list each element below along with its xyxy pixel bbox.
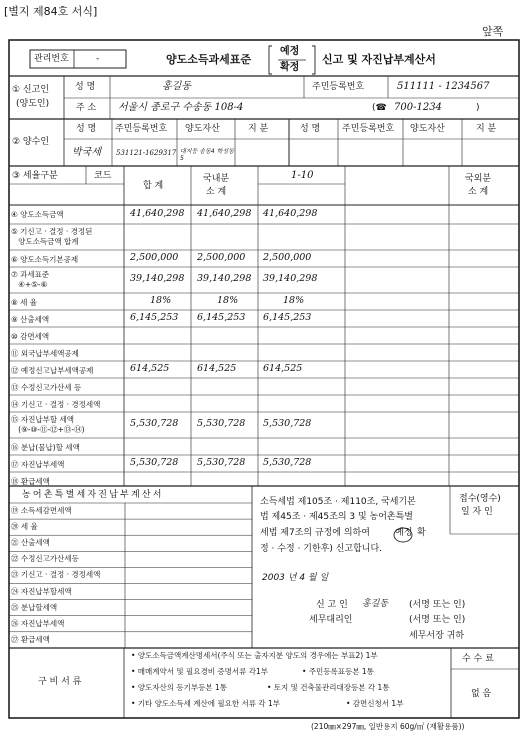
mgmt-number-value[interactable]: - [96,54,100,64]
tax-row-label: ⑬ 수정신고가산세 등 [11,383,82,392]
declarant-sign-label: 신 고 인 [316,600,348,610]
tax-row-c3-value[interactable]: 39,140,298 [263,273,318,284]
tax-row-total-value[interactable]: 41,640,298 [130,208,185,219]
tax-code-label: 코드 [94,171,112,181]
tax-row-total-value[interactable]: 2,500,000 [130,252,179,263]
tax-row-c3-value[interactable]: 6,145,253 [263,312,312,323]
document-item-5: • 토지 및 건축물관리대장등본 각 1통 [267,683,390,692]
declaration-line-1: 소득세법 제105조 · 제110조, 국세기본 [260,497,416,507]
tax-row-label: ⑦ 과세표준 ④+⑤-⑥ [11,270,50,290]
declarant-address-label: 주 소 [76,103,97,113]
transferee-asset-value[interactable]: 대지등 송동4 학성동5 [180,148,235,163]
agent-sign-mark: (서명 또는 인) [409,615,466,625]
declaration-line-4: 정 · 수정 · 기한후) 신고합니다. [260,544,383,554]
col-domestic-header: 국내분 소 계 [203,174,230,197]
tax-row-c3-value[interactable]: 2,500,000 [263,252,312,263]
fee-label: 수 수 료 [462,654,494,664]
front-label: 앞쪽 [482,25,504,38]
tax-row-c3-value[interactable]: 41,640,298 [263,208,318,219]
tax-row-total-value[interactable]: 39,140,298 [130,273,185,284]
document-item-2: • 매매계약서 및 필요경비 증명서류 각1부 [131,667,269,676]
tax-row-total-value[interactable]: 5,530,728 [130,457,179,468]
declarant-section-label: ① 신고인 [12,85,50,95]
transferee-col-share: 지 분 [248,124,269,134]
tax-row-total-value[interactable]: 614,525 [130,363,170,374]
agri-row-label: ⑲ 소득세감면세액 [11,506,72,515]
col-code-value[interactable]: 1-10 [291,170,314,181]
declaration-line-3-end: 확 [417,528,426,538]
tax-row-label: ⑰ 자진납부세액 [11,460,65,469]
tax-row-label: ⑩ 감면세액 [11,332,50,341]
transferee-col-name: 성 명 [76,124,97,134]
agri-row-label: ⑳ 세 율 [11,522,38,531]
fee-value: 없 음 [471,689,492,699]
tax-row-c3-value[interactable]: 18% [283,295,305,306]
declarant-rrn-label: 주민등록번호 [312,82,365,92]
agri-row-label: ㉓ 기신고 · 결정 · 경정세액 [11,570,101,579]
document-item-4: • 양도자산의 등기부등본 1통 [131,683,228,692]
documents-label: 구 비 서 류 [38,677,82,687]
document-item-3: • 주민등록표등본 1통 [302,667,374,676]
declarant-name-value[interactable]: 홍길동 [162,81,191,92]
tax-row-domestic-value[interactable]: 614,525 [197,363,237,374]
tax-row-domestic-value[interactable]: 2,500,000 [197,252,246,263]
tax-row-label: ④ 양도소득금액 [11,210,64,219]
declaration-date[interactable]: 2003 년 4 월 일 [262,573,329,583]
declaration-line-2: 법 제45조 · 제45조의 3 및 농어촌특별 [260,512,413,522]
declarant-rrn-value[interactable]: 511111 - 1234567 [397,81,490,92]
tax-row-domestic-value[interactable]: 18% [217,295,239,306]
declaration-type-circled: 예정 [395,528,413,538]
title-option-preliminary: 예정 [280,46,300,57]
tax-row-total-value[interactable]: 6,145,253 [130,312,179,323]
document-item-1: • 양도소득금액계산명세서(주식 또는 출자지분 양도의 경우에는 부표2) 1부 [131,651,378,660]
mgmt-number-label: 관리번호 [34,54,69,64]
tax-row-label: ⑯ 분납(물납)할 세액 [11,443,80,452]
tax-row-domestic-value[interactable]: 5,530,728 [197,457,246,468]
tax-row-label: ⑫ 예정신고납부세액공제 [11,366,94,375]
agri-row-label: ㉔ 자진납부할세액 [11,587,72,596]
title-left: 양도소득과세표준 [166,53,252,66]
document-item-6: • 기타 양도소득세 계산에 필요한 서류 각 1부 [131,699,281,708]
agri-row-label: ㉖ 자진납부세액 [11,619,65,628]
transferee-name-value[interactable]: 박국세 [72,147,101,158]
tax-row-c3-value[interactable]: 614,525 [263,363,303,374]
agri-row-label: ㉒ 수정신고가산세등 [11,554,79,563]
tax-row-label: ⑱ 환급세액 [11,477,50,486]
recipient: 세무서장 귀하 [409,631,465,641]
tax-row-label: ⑮ 자진납부할 세액 (⑨-⑩-⑪-⑫+⑬-⑭) [11,415,85,435]
transferee-col-asset: 양도자산 [185,124,220,134]
col-total-header: 합 계 [143,181,164,191]
tax-row-domestic-value[interactable]: 6,145,253 [197,312,246,323]
transferee-section-label: ② 양수인 [12,137,50,147]
transferee-col-asset-2: 양도자산 [410,124,445,134]
tax-row-c3-value[interactable]: 5,530,728 [263,457,312,468]
telephone-value[interactable]: 700-1234 [394,102,442,113]
declarant-name-label: 성 명 [75,82,96,92]
form-tag: [별지 제84호 서식] [4,5,98,18]
title-option-final: 확정 [280,62,300,73]
receipt-label: 접수(영수) [459,494,501,504]
declarant-section-sub: (양도인) [16,99,50,109]
receipt-sub: 일 자 인 [461,507,493,517]
tax-category-label: ③ 세율구분 [12,171,58,181]
tax-row-total-value[interactable]: 18% [150,295,172,306]
tax-row-total-value[interactable]: 5,530,728 [130,418,179,429]
agri-section-title: 농어촌특별세자진납부계산서 [22,490,164,500]
tax-row-domestic-value[interactable]: 41,640,298 [197,208,252,219]
telephone-prefix: (☎ [372,103,387,113]
tax-row-label: ⑥ 양도소득기본공제 [11,255,79,264]
agent-label: 세무대리인 [309,615,353,625]
agri-row-label: ㉑ 산출세액 [11,538,50,547]
declarant-address-value[interactable]: 서울시 종로구 수송동 108-4 [118,102,244,113]
paper-spec-footer: (210㎜×297㎜, 일반용지 60g/㎡ (재활용품)) [311,722,465,731]
tax-row-domestic-value[interactable]: 5,530,728 [197,418,246,429]
transferee-col-rrn-2: 주민등록번호 [342,124,395,134]
document-item-7: • 감면신청서 1부 [346,699,404,708]
agri-row-label: ㉕ 분납할세액 [11,603,58,612]
agri-row-label: ㉗ 환급세액 [11,635,50,644]
declarant-sign-name[interactable]: 홍길동 [362,599,389,609]
tax-row-label: ⑪ 외국납부세액공제 [11,349,79,358]
transferee-rrn-value[interactable]: 531121-1629317 [116,149,177,157]
transferee-col-rrn: 주민등록번호 [115,124,168,134]
transferee-col-name-2: 성 명 [300,124,321,134]
tax-row-c3-value[interactable]: 5,530,728 [263,418,312,429]
tax-row-label: ⑧ 세 율 [11,298,37,307]
tax-row-label: ⑤ 기신고 · 결정 · 경정된 양도소득금액 합계 [11,227,93,247]
title-right: 신고 및 자진납부계산서 [322,53,436,66]
tax-row-label: ⑭ 기신고 · 결정 · 경정세액 [11,400,101,409]
col-foreign-header: 국외분 소 계 [465,174,492,197]
declarant-sign-mark: (서명 또는 인) [409,600,466,610]
tax-row-label: ⑨ 산출세액 [11,315,50,324]
transferee-col-share-2: 지 분 [476,124,497,134]
declaration-line-3: 세법 제7조의 규정에 의하여 [260,528,370,538]
telephone-suffix: ) [476,103,480,113]
tax-row-domestic-value[interactable]: 39,140,298 [197,273,252,284]
